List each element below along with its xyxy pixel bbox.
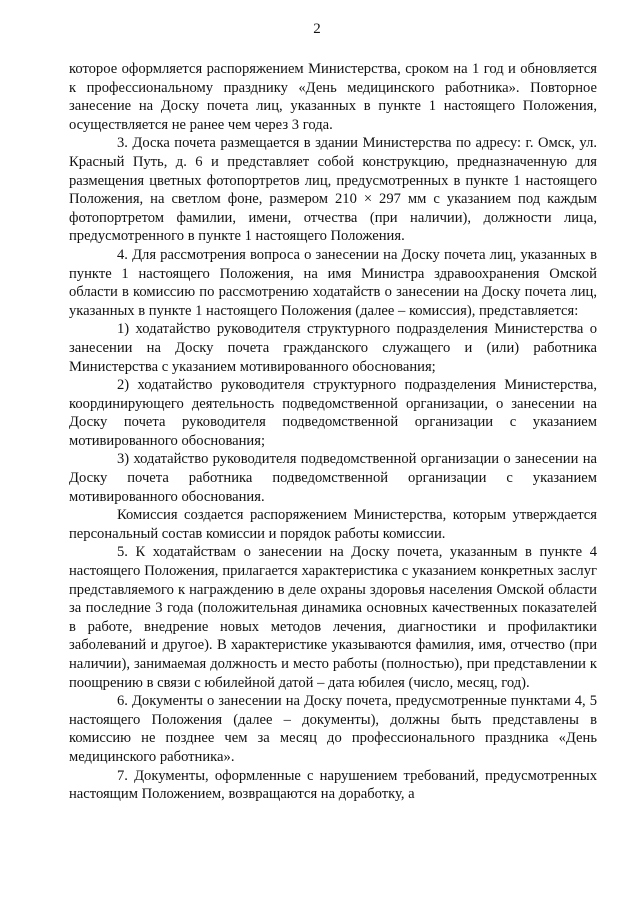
paragraph-item-4: 4. Для рассмотрения вопроса о занесении на Доску почета лиц, указанных в пункте 1 настоящего Положения, на имя Министра здравоохранения Омской области в комиссию по рассмотрению ходатайств о занесении на Доску почета лиц, указанных в пункте 1 настоящего Положения (далее – комиссия), представляется:	[69, 246, 597, 319]
paragraph-continuation: которое оформляется распоряжением Министерства, сроком на 1 год и обновляется к профессиональному празднику «День медицинского работника». Повторное занесение на Доску почета лиц, указанных в пункте 1 настоящего Положения, осуществляется не ранее чем через 3 года.	[69, 61, 597, 133]
page-number: 2	[313, 21, 321, 37]
paragraph-subitem-1: 1) ходатайство руководителя структурного подразделения Министерства о занесении на Доску почета гражданского служащего и (или) работника Министерства с указанием мотивированного обоснования;	[69, 321, 597, 375]
paragraph-item-3: 3. Доска почета размещается в здании Министерства по адресу: г. Омск, ул. Красный Путь, д. 6 и представляет собой конструкцию, предназначенную для размещения цветных фотопортретов лиц, предусмотренных в пункте 1 настоящего Положения, на светлом фоне, размером 210 × 297 мм с указанием под каждым фотопортретом фамилии, имени, отчества (при наличии), должности лица, предусмотренного в пункте 1 настоящего Положения.	[69, 135, 597, 245]
document-body	[69, 60, 597, 804]
paragraph-subitem-3: 3) ходатайство руководителя подведомственной организации о занесении на Доску почета работника подведомственной организации с указанием мотивированного обоснования.	[69, 451, 597, 505]
paragraph-item-7: 7. Документы, оформленные с нарушением требований, предусмотренных настоящим Положением, возвращаются на доработку, а	[69, 767, 597, 803]
paragraph-subitem-2: 2) ходатайство руководителя структурного подразделения Министерства, координирующего деятельность подведомственной организации, о занесении на Доску почета руководителя подведомственной организации с указанием мотивированного обоснования;	[69, 377, 597, 449]
paragraph-commission: Комиссия создается распоряжением Министерства, которым утверждается персональный состав комиссии и порядок работы комиссии.	[69, 507, 597, 542]
paragraph-item-6: 6. Документы о занесении на Доску почета, предусмотренные пунктами 4, 5 настоящего Положения (далее – документы), должны быть представлены в комиссию не позднее чем за месяц до профессионального праздника «День медицинского работника».	[69, 693, 597, 765]
paragraph-item-5: 5. К ходатайствам о занесении на Доску почета, указанным в пункте 4 настоящего Положения, прилагается характеристика с указанием конкретных заслуг представляемого к награждению в деле охраны здоровья населения Омской области за последние 3 года (положительная динамика основных качественных показателей в работе, внедрение новых методов лечения, диагностики и профилактики заболеваний и другое). В характеристике указываются фамилия, имя, отчество (при наличии), занимаемая должность и место работы (полностью), при представлении к поощрению в связи с юбилейной датой – дата юбилея (число, месяц, год).	[69, 544, 597, 691]
